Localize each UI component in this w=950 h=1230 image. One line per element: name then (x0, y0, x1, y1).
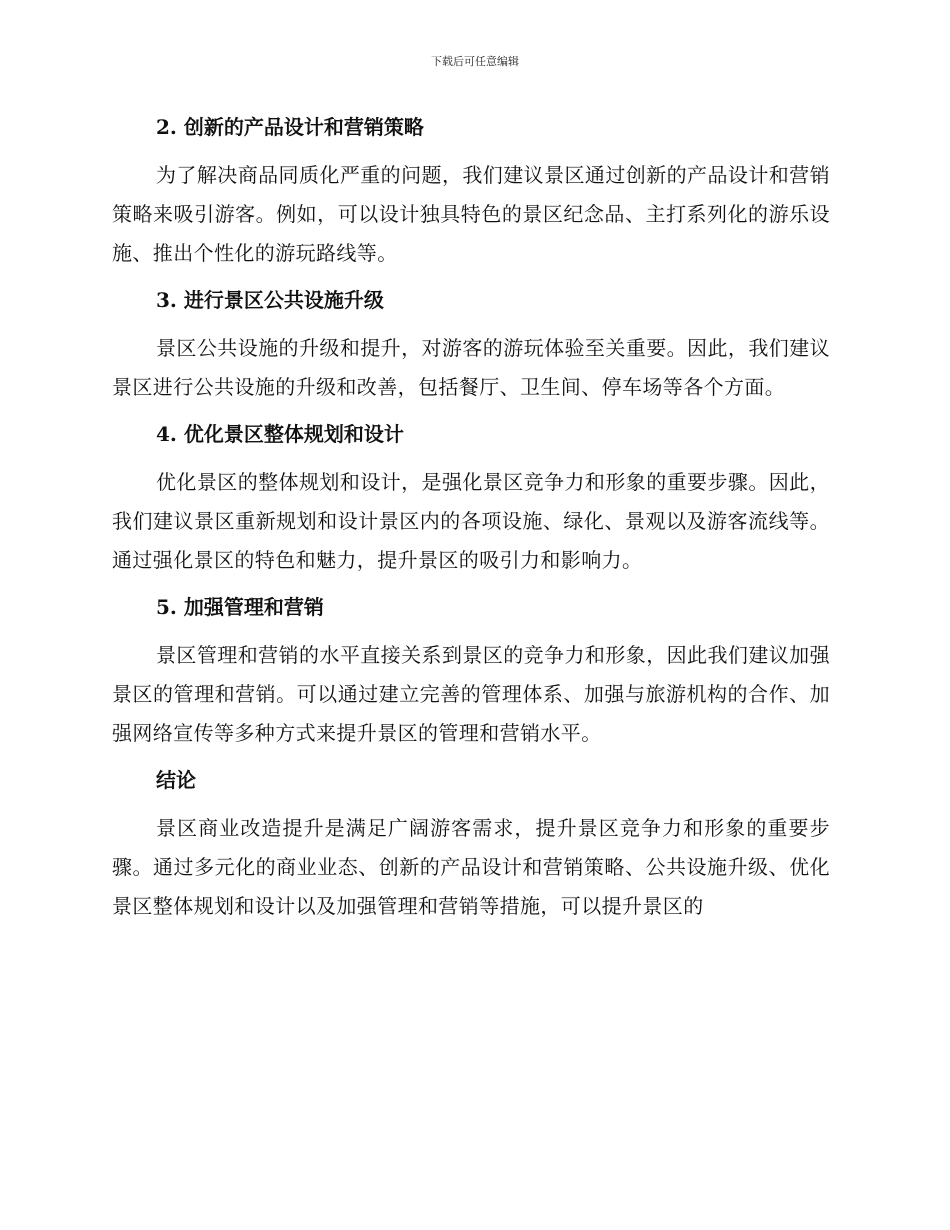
section-heading: 2. 创新的产品设计和营销策略 (156, 115, 424, 139)
section-product-design (112, 108, 830, 273)
section-heading: 5. 加强管理和营销 (156, 595, 324, 619)
section-paragraph: 景区管理和营销的水平直接关系到景区的竞争力和形象，因此我们建议加强景区的管理和营销。可以通过建立完善的管理体系、加强与旅游机构的合作、加强网络宣传等多种方式来提升景区的管理和营销水平。 (112, 643, 830, 745)
section-paragraph: 为了解决商品同质化严重的问题，我们建议景区通过创新的产品设计和营销策略来吸引游客。例如，可以设计独具特色的景区纪念品、主打系列化的游乐设施、推出个性化的游玩路线等。 (112, 163, 830, 265)
section-paragraph: 优化景区的整体规划和设计，是强化景区竞争力和形象的重要步骤。因此，我们建议景区重新规划和设计景区内的各项设施、绿化、景观以及游客流线等。通过强化景区的特色和魅力，提升景区的吸引力和影响力。 (112, 470, 830, 572)
section-management-marketing (112, 588, 830, 753)
document-body (112, 108, 830, 934)
section-paragraph: 景区商业改造提升是满足广阔游客需求，提升景区竞争力和形象的重要步骤。通过多元化的商业业态、创新的产品设计和营销策略、公共设施升级、优化景区整体规划和设计以及加强管理和营销等措施，可以提升景区的 (112, 816, 830, 918)
page-header-note: 下载后可任意编辑 (431, 55, 519, 68)
section-heading: 结论 (156, 768, 196, 792)
section-heading: 3. 进行景区公共设施升级 (156, 288, 384, 312)
section-heading: 4. 优化景区整体规划和设计 (156, 422, 404, 446)
section-public-facilities (112, 281, 830, 407)
section-conclusion (112, 761, 830, 926)
section-paragraph: 景区公共设施的升级和提升，对游客的游玩体验至关重要。因此，我们建议景区进行公共设施的升级和改善，包括餐厅、卫生间、停车场等各个方面。 (112, 336, 830, 399)
section-planning-design (112, 415, 830, 580)
